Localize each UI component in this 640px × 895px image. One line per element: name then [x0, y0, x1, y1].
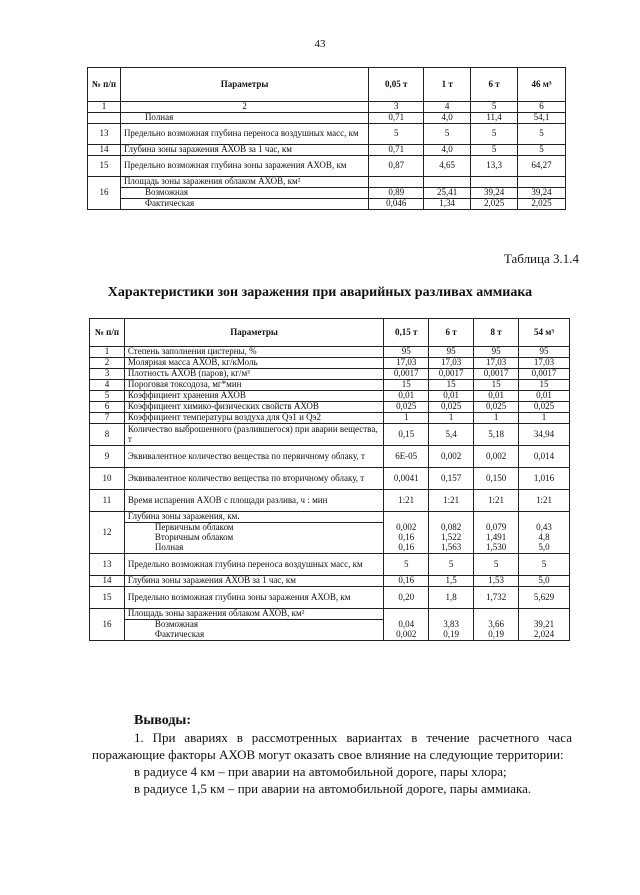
table-cell-num: 2	[90, 358, 125, 369]
table-cell: 0,0017	[519, 369, 570, 380]
table-cell-param: Эквивалентное количество вещества по первичному облаку, т	[124, 446, 383, 468]
conclusions	[92, 712, 572, 797]
table-row	[90, 512, 570, 523]
table-row	[88, 188, 566, 199]
table-cell	[384, 512, 429, 523]
table-row	[88, 124, 566, 145]
table2-header-col2: 6 т	[429, 319, 474, 347]
table-cell: 0,19	[429, 630, 474, 641]
table-ammonia	[89, 318, 570, 641]
table1-header-col4: 46 м³	[518, 68, 566, 102]
table-row	[90, 554, 570, 576]
table-cell: 3,66	[474, 620, 519, 631]
table-cell: 0,16	[384, 576, 429, 587]
table-cell-num: 15	[88, 156, 121, 177]
table-cell: 0,0017	[429, 369, 474, 380]
table-cell: 0,43	[519, 523, 570, 534]
table-cell: 1,563	[429, 543, 474, 554]
table-cell-num: 1	[90, 347, 125, 358]
table-cell: 5,629	[519, 587, 570, 609]
table-cell: 0,082	[429, 523, 474, 534]
table-cell: 39,24	[518, 188, 566, 199]
table-cell-num: 3	[90, 369, 125, 380]
table-cell: 15	[429, 380, 474, 391]
table-cell: 1,732	[474, 587, 519, 609]
table-title: Характеристики зон заражения при аварийных разливах аммиака	[107, 285, 533, 300]
table-cell-num: 6	[90, 402, 125, 413]
table-cell: 0,01	[429, 391, 474, 402]
table-cell-param: Время испарения АХОВ с площади разлива, ч : мин	[124, 490, 383, 512]
table-cell-param: Возможная	[124, 620, 383, 631]
table-row	[88, 156, 566, 177]
table-cell-param: Эквивалентное количество вещества по вторичному облаку, т	[124, 468, 383, 490]
table-cell-param: Фактическая	[120, 199, 368, 210]
table-cell-param: Предельно возможная глубина зоны заражения АХОВ, км	[124, 587, 383, 609]
table-cell-param: Коэффициент хранения АХОВ	[124, 391, 383, 402]
table2-header-param: Параметры	[124, 319, 383, 347]
table-cell: 4,0	[424, 145, 471, 156]
table-cell: 5,0	[519, 543, 570, 554]
table-cell-num: 13	[90, 554, 125, 576]
table-cell-param: Первичным облаком	[124, 523, 383, 534]
table2-header-num: № п/п	[90, 319, 125, 347]
table-cell: 5,0	[519, 576, 570, 587]
table-cell: 0,002	[384, 523, 429, 534]
table-cell-param: Глубина зоны заражения, км.	[124, 512, 383, 523]
table-cell: 15	[519, 380, 570, 391]
table-row	[90, 424, 570, 446]
table-cell: 1,530	[474, 543, 519, 554]
table-cell-num: 11	[90, 490, 125, 512]
table-cell: 17,03	[384, 358, 429, 369]
table-cell: 25,41	[424, 188, 471, 199]
table-cell: 15	[474, 380, 519, 391]
table-cell: 11,4	[471, 113, 518, 124]
table-cell: 5	[429, 554, 474, 576]
table-cell-param: Степень заполнения цистерны, %	[124, 347, 383, 358]
table-cell: 5,4	[429, 424, 474, 446]
table1-header-col2: 1 т	[424, 68, 471, 102]
table-cell	[471, 177, 518, 188]
table1-index-row	[88, 102, 566, 113]
table2-header-col4: 54 м³	[519, 319, 570, 347]
table-row	[90, 543, 570, 554]
table-cell: 1	[88, 102, 121, 113]
table-row	[90, 609, 570, 620]
table-row	[90, 391, 570, 402]
table-cell: 4,8	[519, 533, 570, 543]
table-cell: 39,21	[519, 620, 570, 631]
table-cell: 95	[384, 347, 429, 358]
table-chlorine-continuation	[87, 67, 566, 210]
table-cell: 17,03	[429, 358, 474, 369]
table-cell: 4	[424, 102, 471, 113]
table-row	[88, 177, 566, 188]
table-cell: 3,83	[429, 620, 474, 631]
table-cell: 1:21	[519, 490, 570, 512]
table-cell: 6	[518, 102, 566, 113]
table-cell: 1,8	[429, 587, 474, 609]
table-row	[90, 630, 570, 641]
table-cell-num: 5	[90, 391, 125, 402]
table-cell	[384, 609, 429, 620]
table-row	[90, 490, 570, 512]
table-cell: 54,1	[518, 113, 566, 124]
table-cell-num	[88, 113, 121, 124]
table-cell: 95	[519, 347, 570, 358]
table-cell: 0,20	[384, 587, 429, 609]
table-cell: 0,025	[474, 402, 519, 413]
table-cell	[429, 609, 474, 620]
table-cell: 17,03	[474, 358, 519, 369]
table-row	[90, 468, 570, 490]
table-cell: 0,014	[519, 446, 570, 468]
table-cell-num: 13	[88, 124, 121, 145]
table-cell: 1	[384, 413, 429, 424]
table-row	[90, 576, 570, 587]
table-cell-param: Предельно возможная глубина переноса воздушных масс, км	[124, 554, 383, 576]
conclusions-title: Выводы:	[134, 713, 192, 728]
table-cell-param: Молярная масса АХОВ, кг/кМоль	[124, 358, 383, 369]
table1-header-param: Параметры	[120, 68, 368, 102]
table-cell-param: Возможная	[120, 188, 368, 199]
table-cell: 1:21	[384, 490, 429, 512]
table2-header-row	[90, 319, 570, 347]
table-cell-param: Площадь зоны заражения облаком АХОВ, км²	[120, 177, 368, 188]
table-cell-num: 7	[90, 413, 125, 424]
table-cell: 1	[519, 413, 570, 424]
table-row	[90, 347, 570, 358]
table-cell: 0,025	[519, 402, 570, 413]
table-cell-param: Предельно возможная глубина зоны заражения АХОВ, км	[120, 156, 368, 177]
table-cell: 1,522	[429, 533, 474, 543]
table-cell: 17,03	[519, 358, 570, 369]
table-cell	[369, 177, 424, 188]
table-cell	[474, 609, 519, 620]
table-cell-num: 10	[90, 468, 125, 490]
table-cell: 1:21	[429, 490, 474, 512]
table-cell: 6E-05	[384, 446, 429, 468]
table2-header-col3: 8 т	[474, 319, 519, 347]
table-cell: 0,025	[429, 402, 474, 413]
table-cell: 5	[471, 145, 518, 156]
table-cell-param: Полная	[124, 543, 383, 554]
table-row	[90, 358, 570, 369]
table-row	[88, 145, 566, 156]
table-cell-param: Количество выброшенного (разлившегося) при аварии вещества, т	[124, 424, 383, 446]
table-cell: 1,491	[474, 533, 519, 543]
table-cell: 39,24	[471, 188, 518, 199]
table-cell-param: Пороговая токсодоза, мг*мин	[124, 380, 383, 391]
table-cell: 0,01	[519, 391, 570, 402]
table-cell-param: Вторичным облаком	[124, 533, 383, 543]
conclusions-paragraph-3: в радиусе 1,5 км – при аварии на автомобильной дороге, пары аммиака.	[134, 781, 532, 796]
table-cell	[518, 177, 566, 188]
table-cell: 1,5	[429, 576, 474, 587]
table-cell: 0,87	[369, 156, 424, 177]
table-cell: 15	[384, 380, 429, 391]
conclusions-paragraph-1: 1. При авариях в рассмотренных вариантах в течение расчетного часа поражающие факторы АХОВ могут оказать свое влияние на следующие территории:	[92, 730, 572, 762]
table-caption: Таблица 3.1.4	[503, 251, 579, 266]
table-cell-param: Площадь зоны заражения облаком АХОВ, км²	[124, 609, 383, 620]
table-cell: 0,079	[474, 523, 519, 534]
table-cell: 0,01	[474, 391, 519, 402]
table-cell: 95	[474, 347, 519, 358]
table-cell: 4,0	[424, 113, 471, 124]
table-cell-num: 9	[90, 446, 125, 468]
table-cell: 64,27	[518, 156, 566, 177]
table-cell	[429, 512, 474, 523]
table-cell-param: Глубина зоны заражения АХОВ за 1 час, км	[124, 576, 383, 587]
table-cell	[519, 609, 570, 620]
table-cell-param: Плотность АХОВ (паров), кг/м³	[124, 369, 383, 380]
table-cell: 34,94	[519, 424, 570, 446]
table-cell: 0,01	[384, 391, 429, 402]
table-cell-num: 4	[90, 380, 125, 391]
table-cell	[474, 512, 519, 523]
table-cell: 0,0017	[474, 369, 519, 380]
table-cell-param: Предельно возможная глубина переноса воздушных масс, км	[120, 124, 368, 145]
table-cell: 0,046	[369, 199, 424, 210]
table-cell: 0,89	[369, 188, 424, 199]
table-cell-num: 8	[90, 424, 125, 446]
table-cell: 0,0017	[384, 369, 429, 380]
table-cell: 0,15	[384, 424, 429, 446]
table-cell: 0,002	[474, 446, 519, 468]
table-cell: 0,025	[384, 402, 429, 413]
table-cell: 0,71	[369, 145, 424, 156]
table-cell: 0,0041	[384, 468, 429, 490]
table-cell-param: Коэффициент химико-физических свойств АХОВ	[124, 402, 383, 413]
table1-header-col1: 0,05 т	[369, 68, 424, 102]
table1-header-row	[88, 68, 566, 102]
table-cell: 0,16	[384, 533, 429, 543]
table-cell: 3	[369, 102, 424, 113]
table2-header-col1: 0,15 т	[384, 319, 429, 347]
table-cell-param: Фактическая	[124, 630, 383, 641]
table-cell: 1:21	[474, 490, 519, 512]
table-cell: 5	[471, 102, 518, 113]
table-cell: 0,71	[369, 113, 424, 124]
table-cell: 1	[474, 413, 519, 424]
table-cell: 0,157	[429, 468, 474, 490]
table-cell: 5	[471, 124, 518, 145]
table-cell: 5	[518, 145, 566, 156]
page-number: 43	[314, 38, 326, 50]
table-cell-num: 14	[88, 145, 121, 156]
table-cell: 0,002	[384, 630, 429, 641]
table-cell: 1,34	[424, 199, 471, 210]
table-cell-num: 14	[90, 576, 125, 587]
table-cell: 5	[474, 554, 519, 576]
table-cell	[424, 177, 471, 188]
table-cell-num: 12	[90, 512, 125, 554]
table-cell: 2,024	[519, 630, 570, 641]
table-cell-param: Глубина зоны заражения АХОВ за 1 час, км	[120, 145, 368, 156]
conclusions-paragraph-2: в радиусе 4 км – при аварии на автомобильной дороге, пары хлора;	[134, 764, 507, 779]
table-row	[90, 369, 570, 380]
table-row	[90, 413, 570, 424]
table-cell: 5	[424, 124, 471, 145]
table-cell: 0,150	[474, 468, 519, 490]
table-row	[90, 587, 570, 609]
table-cell-num: 16	[88, 177, 121, 210]
table-cell: 2	[120, 102, 368, 113]
table-row	[90, 446, 570, 468]
table-cell: 0,16	[384, 543, 429, 554]
table-cell: 2,025	[518, 199, 566, 210]
table-cell: 13,3	[471, 156, 518, 177]
table-cell: 4,65	[424, 156, 471, 177]
table-cell: 0,19	[474, 630, 519, 641]
table-cell: 0,04	[384, 620, 429, 631]
table-cell: 95	[429, 347, 474, 358]
table-cell-param: Полная	[120, 113, 368, 124]
table-cell-num: 15	[90, 587, 125, 609]
table-cell: 5	[384, 554, 429, 576]
table-row	[88, 199, 566, 210]
table-cell: 2,025	[471, 199, 518, 210]
table-row	[90, 402, 570, 413]
table1-header-col3: 6 т	[471, 68, 518, 102]
table-cell: 5	[519, 554, 570, 576]
table-cell: 0,002	[429, 446, 474, 468]
table-cell: 1,53	[474, 576, 519, 587]
table-cell: 1,016	[519, 468, 570, 490]
table-cell	[519, 512, 570, 523]
table-row	[88, 113, 566, 124]
table-cell: 5	[369, 124, 424, 145]
table-cell: 5	[518, 124, 566, 145]
table-cell-param: Коэффициент температуры воздуха для Qэ1 и Qэ2	[124, 413, 383, 424]
table1-header-num: № п/п	[88, 68, 121, 102]
table-cell-num: 16	[90, 609, 125, 641]
table-row	[90, 380, 570, 391]
table-cell: 5,18	[474, 424, 519, 446]
table-cell: 1	[429, 413, 474, 424]
